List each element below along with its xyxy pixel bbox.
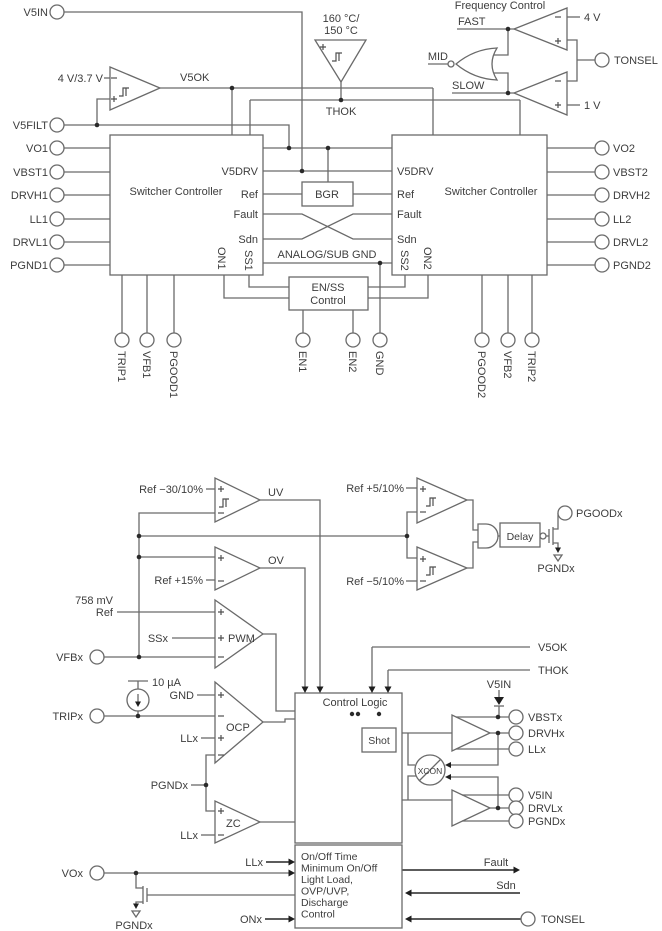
- pin-v5in: V5IN: [23, 7, 48, 19]
- ocp-gnd-label: GND: [169, 690, 194, 702]
- controller1-fault-port: Fault: [233, 209, 258, 221]
- fast-label: FAST: [458, 16, 486, 28]
- controller2-title: Switcher Controller: [444, 186, 538, 198]
- controller2-v5drv-port: V5DRV: [397, 166, 434, 178]
- pin-en2: EN2: [346, 351, 358, 373]
- pwm-ref-line1: 758 mV: [75, 595, 113, 607]
- current-source-label: 10 µA: [152, 677, 181, 689]
- pin-pgoodx: PGOODx: [576, 508, 623, 520]
- shot-label: Shot: [368, 735, 390, 747]
- v5in-diode-label: V5IN: [486, 679, 512, 691]
- pin-vbst2: VBST2: [613, 167, 648, 179]
- uv-ref-label: Ref −30/10%: [139, 484, 203, 496]
- ov-out-label: OV: [268, 555, 284, 567]
- controller1-v5drv-port: V5DRV: [221, 166, 258, 178]
- zc-pgndx-label: PGNDx: [150, 780, 188, 792]
- pin-vbstx: VBSTx: [528, 712, 563, 724]
- switcher-controller-2-block: [392, 135, 547, 275]
- pin-tripx: TRIPx: [52, 711, 83, 723]
- pin-vfb1: VFB1: [140, 351, 152, 379]
- onoff-line2: Minimum On/Off: [301, 862, 378, 875]
- pin-gnd: GND: [373, 351, 385, 376]
- otp-threshold-line1: 160 °C/: [322, 13, 360, 25]
- zc-label: ZC: [226, 818, 241, 830]
- onoff-llx-label: LLx: [245, 857, 263, 869]
- controller2-sdn-port: Sdn: [397, 234, 417, 246]
- pin-pgnd2: PGND2: [613, 260, 651, 272]
- bootstrap-diode-icon: [494, 697, 504, 705]
- pin-vfb2: VFB2: [501, 351, 513, 379]
- pin-drvlx: DRVLx: [528, 803, 563, 815]
- pin-drvl2: DRVL2: [613, 237, 649, 249]
- pin-llx: LLx: [528, 744, 546, 756]
- pin-pgood2: PGOOD2: [475, 351, 487, 399]
- pwm-ref-line2: Ref: [95, 607, 113, 619]
- pin-vo2: VO2: [613, 143, 636, 155]
- freq-vhigh-label: 4 V: [584, 12, 601, 24]
- otp-threshold-line2: 150 °C: [324, 25, 358, 37]
- pin-vfbx: VFBx: [56, 652, 83, 664]
- pin-drvhx: DRVHx: [528, 728, 565, 740]
- overall-block-diagram: [10, 0, 658, 398]
- freq-vlow-label: 1 V: [584, 100, 601, 112]
- pin-vox: VOx: [61, 868, 83, 880]
- pin-tonsel: TONSEL: [614, 55, 658, 67]
- onoff-line6: Control: [301, 908, 335, 921]
- fault-signal-label: Fault: [483, 857, 509, 869]
- pin-pgood1: PGOOD1: [167, 351, 179, 399]
- pin-ll2: LL2: [613, 214, 632, 226]
- slow-label: SLOW: [452, 80, 485, 92]
- onoff-line4: OVP/UVP,: [301, 885, 350, 898]
- pin-drvh1: DRVH1: [10, 190, 48, 202]
- controller1-sdn-port: Sdn: [238, 234, 258, 246]
- pin-pgndx-low: PGNDx: [528, 816, 566, 828]
- vox-pgndx-label: PGNDx: [115, 920, 153, 931]
- onoff-line5: Discharge: [301, 897, 349, 909]
- controller1-ss1-port: SS1: [242, 250, 254, 271]
- mid-label: MID: [427, 51, 448, 63]
- pin-ll1: LL1: [29, 214, 48, 226]
- pgood-ref-low-label: Ref −5/10%: [346, 576, 404, 588]
- control-logic-block: [295, 693, 402, 843]
- pin-vbst1: VBST1: [13, 167, 48, 179]
- controller2-ref-port: Ref: [397, 189, 415, 201]
- uvlo-threshold-label: 4 V/3.7 V: [57, 73, 103, 85]
- pin-v5filt: V5FILT: [12, 120, 48, 132]
- pin-v5in-low: V5IN: [528, 790, 553, 802]
- v5ok-signal-label: V5OK: [180, 72, 210, 84]
- pin-tonsel-bottom: TONSEL: [541, 914, 585, 926]
- uv-out-label: UV: [268, 487, 284, 499]
- ssx-label: SSx: [147, 633, 168, 645]
- pin-drvh2: DRVH2: [613, 190, 651, 202]
- pgood-ref-high-label: Ref +5/10%: [346, 483, 404, 495]
- control-logic-title: Control Logic: [322, 697, 388, 709]
- thok-feed-label: THOK: [538, 665, 569, 677]
- ocp-llx-label: LLx: [180, 733, 198, 745]
- pin-vo1: VO1: [25, 143, 48, 155]
- onoff-line1: On/Off Time: [301, 851, 358, 863]
- pin-drvl1: DRVL1: [12, 237, 48, 249]
- controller2-on2-port: ON2: [421, 247, 433, 270]
- controller1-title: Switcher Controller: [129, 186, 223, 198]
- pin-trip1: TRIP1: [115, 351, 127, 383]
- delay-label: Delay: [506, 531, 534, 543]
- controller1-on1-port: ON1: [215, 247, 227, 270]
- thok-signal-label: THOK: [325, 106, 357, 118]
- v5ok-feed-label: V5OK: [538, 642, 568, 654]
- sdn-signal-label: Sdn: [496, 880, 516, 892]
- pgood-pgndx-label: PGNDx: [537, 563, 575, 575]
- ocp-label: OCP: [226, 722, 250, 734]
- onoff-onx-label: ONx: [240, 914, 262, 926]
- onoff-line3: Light Load,: [301, 874, 353, 886]
- bgr-label: BGR: [315, 189, 339, 201]
- pin-trip2: TRIP2: [525, 351, 537, 383]
- switcher-controller-1-block: [110, 135, 263, 275]
- controller1-ref-port: Ref: [240, 189, 258, 201]
- xcon-label: XCON: [417, 766, 443, 776]
- analog-sub-gnd-label: ANALOG/SUB GND: [277, 249, 377, 261]
- zc-llx-label: LLx: [180, 830, 198, 842]
- pwm-label: PWM: [228, 633, 255, 645]
- enss-label-line2: Control: [310, 295, 346, 307]
- frequency-control-title: Frequency Control: [454, 0, 546, 12]
- controller2-ss2-port: SS2: [398, 250, 410, 271]
- enss-label-line1: EN/SS: [311, 282, 345, 294]
- controller2-fault-port: Fault: [397, 209, 422, 221]
- channel-detail-diagram: [52, 478, 623, 931]
- pin-pgnd1: PGND1: [10, 260, 48, 272]
- pin-en1: EN1: [296, 351, 308, 373]
- ov-ref-label: Ref +15%: [154, 575, 203, 587]
